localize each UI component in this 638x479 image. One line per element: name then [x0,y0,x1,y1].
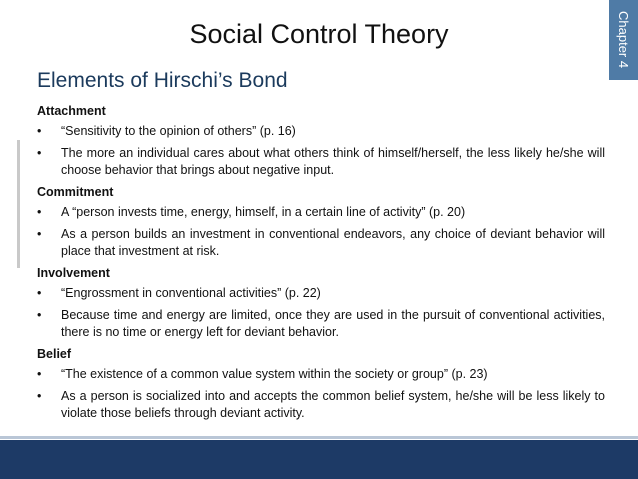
bullet-text: As a person builds an investment in conventional endeavors, any choice of deviant behavior will place that investment at risk. [61,227,605,258]
bullet-item [37,307,605,341]
section-belief [37,346,605,422]
bullet-item [37,204,605,221]
bullet-dot: • [37,146,42,160]
section-heading: Attachment [37,104,106,118]
bullet-text: The more an individual cares about what others think of himself/herself, the less likely he/she will choose behavior that brings about negative input. [61,146,605,177]
bullet-text: As a person is socialized into and accepts the common belief system, he/she will be less likely to violate those beliefs through deviant activity. [61,389,605,420]
bullet-text: Because time and energy are limited, once they are used in the pursuit of conventional activities, there is no time or energy left for deviant behavior. [61,308,605,339]
bullet-item [37,145,605,179]
bullet-dot: • [37,308,42,322]
bullet-dot: • [37,367,42,381]
section-commitment [37,184,605,260]
slide-content [37,103,605,427]
bullet-item [37,388,605,422]
section-heading: Involvement [37,266,110,280]
bullet-text: “Engrossment in conventional activities” (p. 22) [61,286,321,300]
section-heading: Belief [37,347,72,361]
section-involvement [37,265,605,341]
bullet-dot: • [37,389,42,403]
chapter-tab-label: Chapter 4 [616,11,631,69]
section-attachment [37,103,605,179]
bullet-item [37,285,605,302]
footer-divider [0,436,638,439]
section-heading: Commitment [37,185,114,199]
bullet-item [37,226,605,260]
bullet-text: A “person invests time, energy, himself, in a certain line of activity” (p. 20) [61,205,466,219]
left-decorative-rule [17,140,20,268]
footer-bar [0,440,638,479]
bullet-text: “The existence of a common value system within the society or group” (p. 23) [61,367,488,381]
bullet-dot: • [37,205,42,219]
bullet-dot: • [37,124,42,138]
bullet-dot: • [37,227,42,241]
bullet-item [37,366,605,383]
bullet-text: “Sensitivity to the opinion of others” (p. 16) [61,124,296,138]
slide-title: Social Control Theory [189,19,449,49]
slide-subtitle: Elements of Hirschi’s Bond [37,69,288,92]
bullet-item [37,123,605,140]
bullet-dot: • [37,286,42,300]
